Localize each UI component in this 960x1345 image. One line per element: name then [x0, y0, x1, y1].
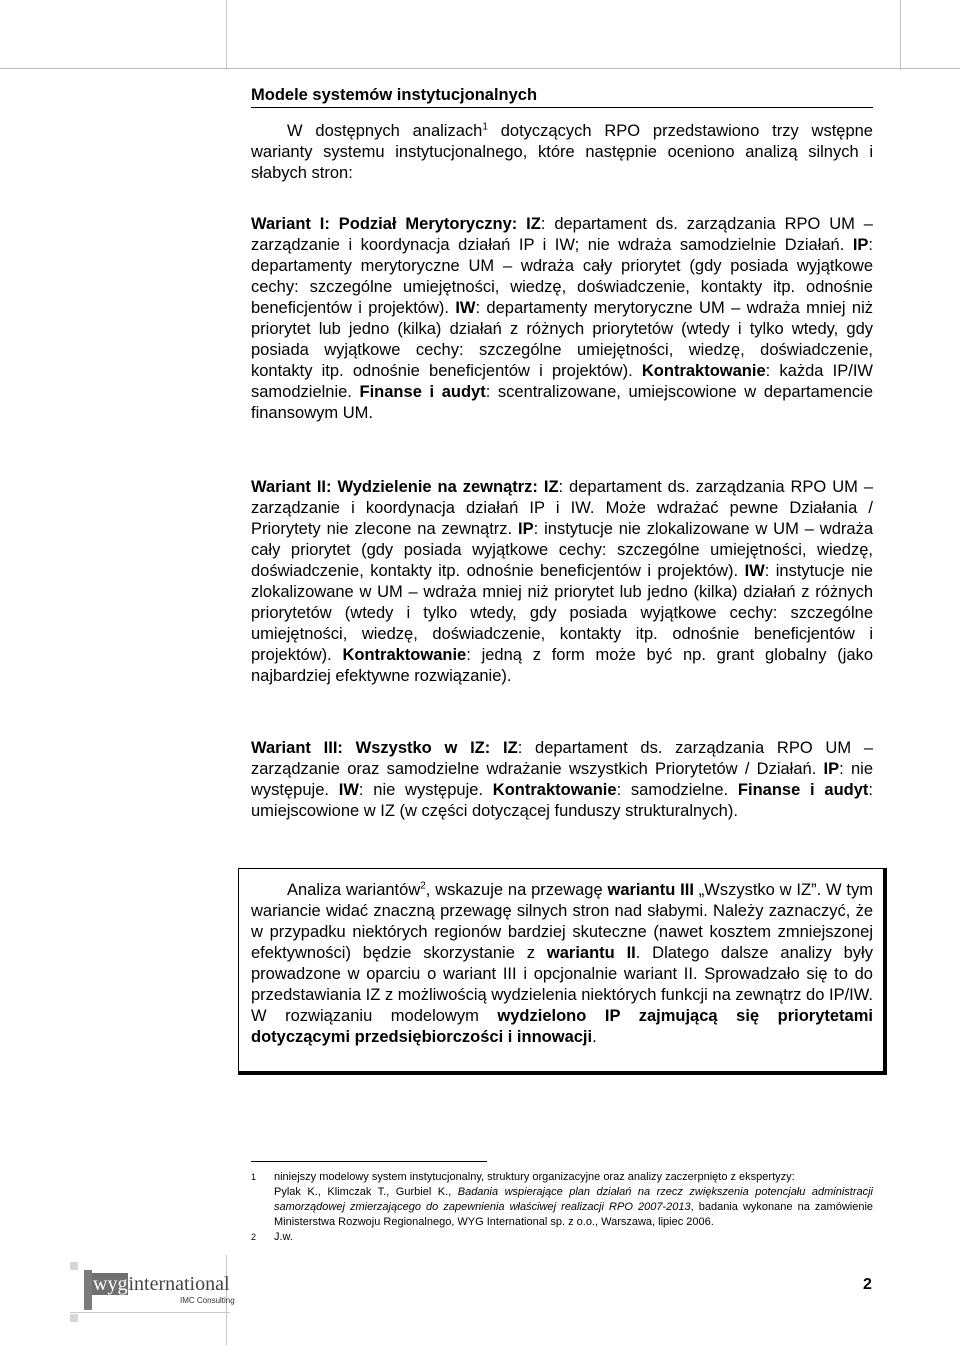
- logo-square-decoration: [70, 1314, 78, 1322]
- variant-1-k-text: : każda IP/IW samodzielnie.: [251, 362, 873, 401]
- logo-brand-wyg: wyg: [93, 1273, 128, 1295]
- header-rule: [0, 68, 960, 69]
- footnote-2: [251, 1230, 873, 1245]
- page-number: 2: [863, 1276, 872, 1293]
- summary-text-2: , wskazuje na przewagę: [425, 881, 608, 899]
- variant-3-ip-text: : nie występuje.: [251, 760, 874, 799]
- intro-text-after: dotyczących RPO przedstawiono trzy wstępne warianty systemu instytucjonalnego, które następnie oceniono analizą silnych i słabych stron:: [251, 122, 873, 182]
- summary-text-4: . Dlatego dalsze analizy były prowadzone w oparciu o wariant III i opcjonalnie wariant II. Sprowadzało się to do przedstawiania IZ z możliwością wydzielenia niektórych funkcji na zewnątrz do IP/IW. W rozwiązaniu modelowym: [251, 944, 873, 1025]
- variant-1-f-text: : scentralizowane, umiejscowione w departamencie finansowym UM.: [251, 383, 873, 422]
- variant-3-title: Wariant III: Wszystko w IZ:: [251, 739, 491, 757]
- summary-text-1: Analiza wariantów: [287, 881, 421, 899]
- variant-3-iz-text: : departament ds. zarządzania RPO UM – zarządzanie oraz samodzielne wdrażanie wszystkich Priorytetów / Działań.: [251, 739, 873, 778]
- summary-text-3: „Wszystko w IZ”. W tym wariancie widać znaczną przewagę silnych stron nad słabymi. Należy zaznaczyć, że w przypadku niektórych regionów bardziej skuteczne (nawet kosztem zmniejszonej efektywności) będzie skorzystanie z: [251, 881, 873, 962]
- footnote-1-line-1: niniejszy modelowy system instytucjonalny, struktury organizacyjne oraz analizy zaczerpnięto z ekspertyzy:: [274, 1171, 795, 1183]
- logo-brand-international: international: [128, 1273, 230, 1295]
- variant-2-title: Wariant II: Wydzielenie na zewnątrz:: [251, 478, 538, 496]
- footnote-separator: [251, 1161, 487, 1162]
- intro-paragraph: [251, 121, 873, 184]
- footnote-1-number: 1: [251, 1172, 257, 1182]
- variant-1-iz-text: : departament ds. zarządzania RPO UM – zarządzanie i koordynacja działań IP i IW; nie wdraża samodzielnie Działań.: [251, 215, 873, 254]
- variant-1-ip-text: : departamenty merytoryczne UM – wdraża cały priorytet (gdy posiada wyjątkowe cechy: szczególne umiejętności, wiedzę, doświadczenie, kontakty itp. odnośnie beneficjentów i projektów).: [251, 236, 873, 317]
- variant-1-ip-label: IP: [852, 236, 869, 254]
- variant-3-ip-label: IP: [823, 760, 840, 778]
- footnote-1-rest: , badania wykonane na zamówienie Ministerstwa Rozwoju Regionalnego, WYG International sp. z o.o., Warszawa, lipiec 2006.: [274, 1201, 874, 1228]
- variant-3-k-text: : samodzielne.: [616, 781, 738, 799]
- variant-1-iw-label: IW: [455, 299, 476, 317]
- footnote-ref-2: 2: [420, 880, 426, 892]
- variant-1-iz-label: IZ: [526, 215, 541, 233]
- variant-2-iw-text: : instytucje nie zlokalizowane w UM – wdraża mniej niż priorytet lub jedno (kilka) działań z różnych priorytetów (wtedy i tylko wtedy, gdy posiada wyjątkowe cechy: szczególne umiejętności, wiedzę, doświadczenie, kontakty itp. odnośnie beneficjentów i projektów).: [251, 562, 873, 664]
- variant-1-title: Wariant I: Podział Merytoryczny:: [251, 215, 518, 233]
- variant-2-ip-text: : instytucje nie zlokalizowane w UM – wdraża cały priorytet (gdy posiada wyjątkowe cechy: szczególne umiejętności, wiedzę, doświadczenie, kontakty itp. odnośnie beneficjentów i projektów).: [251, 520, 873, 580]
- variant-3-k-label: Kontraktowanie: [492, 781, 617, 799]
- variant-2-k-text: : jedną z form może być np. grant globalny (jako najbardziej efektywne rozwiązanie).: [251, 646, 874, 685]
- footnote-1-title: Badania wspierające plan działań na rzecz zwiększenia potencjału administracji samorządowej zmierzającego do zapewnienia właściwej realizacji RPO 2007-2013: [274, 1186, 874, 1213]
- footnote-2-text: J.w.: [274, 1231, 293, 1243]
- summary-bold-1: wariantu III: [607, 881, 694, 899]
- variant-3-iw-label: IW: [338, 781, 359, 799]
- logo-mark: [84, 1270, 92, 1310]
- variant-3-f-label: Finanse i audyt: [737, 781, 869, 799]
- variant-1-paragraph: [251, 214, 873, 424]
- variant-2-iw-label: IW: [744, 562, 765, 580]
- footnote-2-number: 2: [251, 1232, 257, 1242]
- logo-wordmark: [92, 1273, 230, 1296]
- variant-1-f-label: Finanse i audyt: [359, 383, 486, 401]
- intro-text-before: W dostępnych analizach: [287, 122, 483, 140]
- variant-3-iw-text: : nie występuje.: [358, 781, 493, 799]
- variant-3-iz-label: IZ: [503, 739, 518, 757]
- variant-2-k-label: Kontraktowanie: [342, 646, 467, 664]
- section-heading: Modele systemów instytucjonalnych: [251, 84, 873, 108]
- footnote-ref-1: 1: [482, 121, 488, 133]
- summary-bold-3: wydzielono IP zajmującą się priorytetami dotyczącymi przedsiębiorczości i innowacji: [251, 1007, 873, 1046]
- footnote-1: [251, 1170, 873, 1230]
- footnote-1-body: [274, 1170, 873, 1230]
- margin-line-left: [226, 0, 227, 70]
- variant-2-paragraph: [251, 477, 873, 687]
- summary-text-5: .: [592, 1028, 597, 1046]
- footer-rule: [70, 1312, 230, 1313]
- variant-2-iz-text: : departament ds. zarządzania RPO UM – zarządzanie i koordynacja działań IP i IW. Może wdrażać pewne Działania / Priorytety nie zlecone na zewnątrz.: [251, 478, 873, 538]
- logo-subtitle: IMC Consulting: [180, 1296, 235, 1305]
- summary-bold-2: wariantu II: [546, 944, 636, 962]
- summary-paragraph: [251, 880, 873, 1048]
- variant-3-paragraph: [251, 738, 873, 822]
- margin-line-right: [900, 0, 901, 70]
- footnote-1-authors: Pylak K., Klimczak T., Gurbiel K.,: [274, 1186, 458, 1198]
- variant-3-f-text: : umiejscowione w IZ (w części dotyczącej funduszy strukturalnych).: [251, 781, 873, 820]
- variant-2-iz-label: IZ: [543, 478, 559, 496]
- footnote-1-citation: [274, 1185, 873, 1230]
- variant-1-k-label: Kontraktowanie: [641, 362, 766, 380]
- variant-2-ip-label: IP: [518, 520, 534, 538]
- logo-square-decoration: [70, 1262, 78, 1270]
- variant-1-iw-text: : departamenty merytoryczne UM – wdraża mniej niż priorytet lub jedno (kilka) działań z różnych priorytetów (wtedy i tylko wtedy, gdy posiada wyjątkowe cechy: szczególne umiejętności, wiedzę, doświadczenie, kontakty itp. odnośnie beneficjentów i projektów).: [251, 299, 874, 380]
